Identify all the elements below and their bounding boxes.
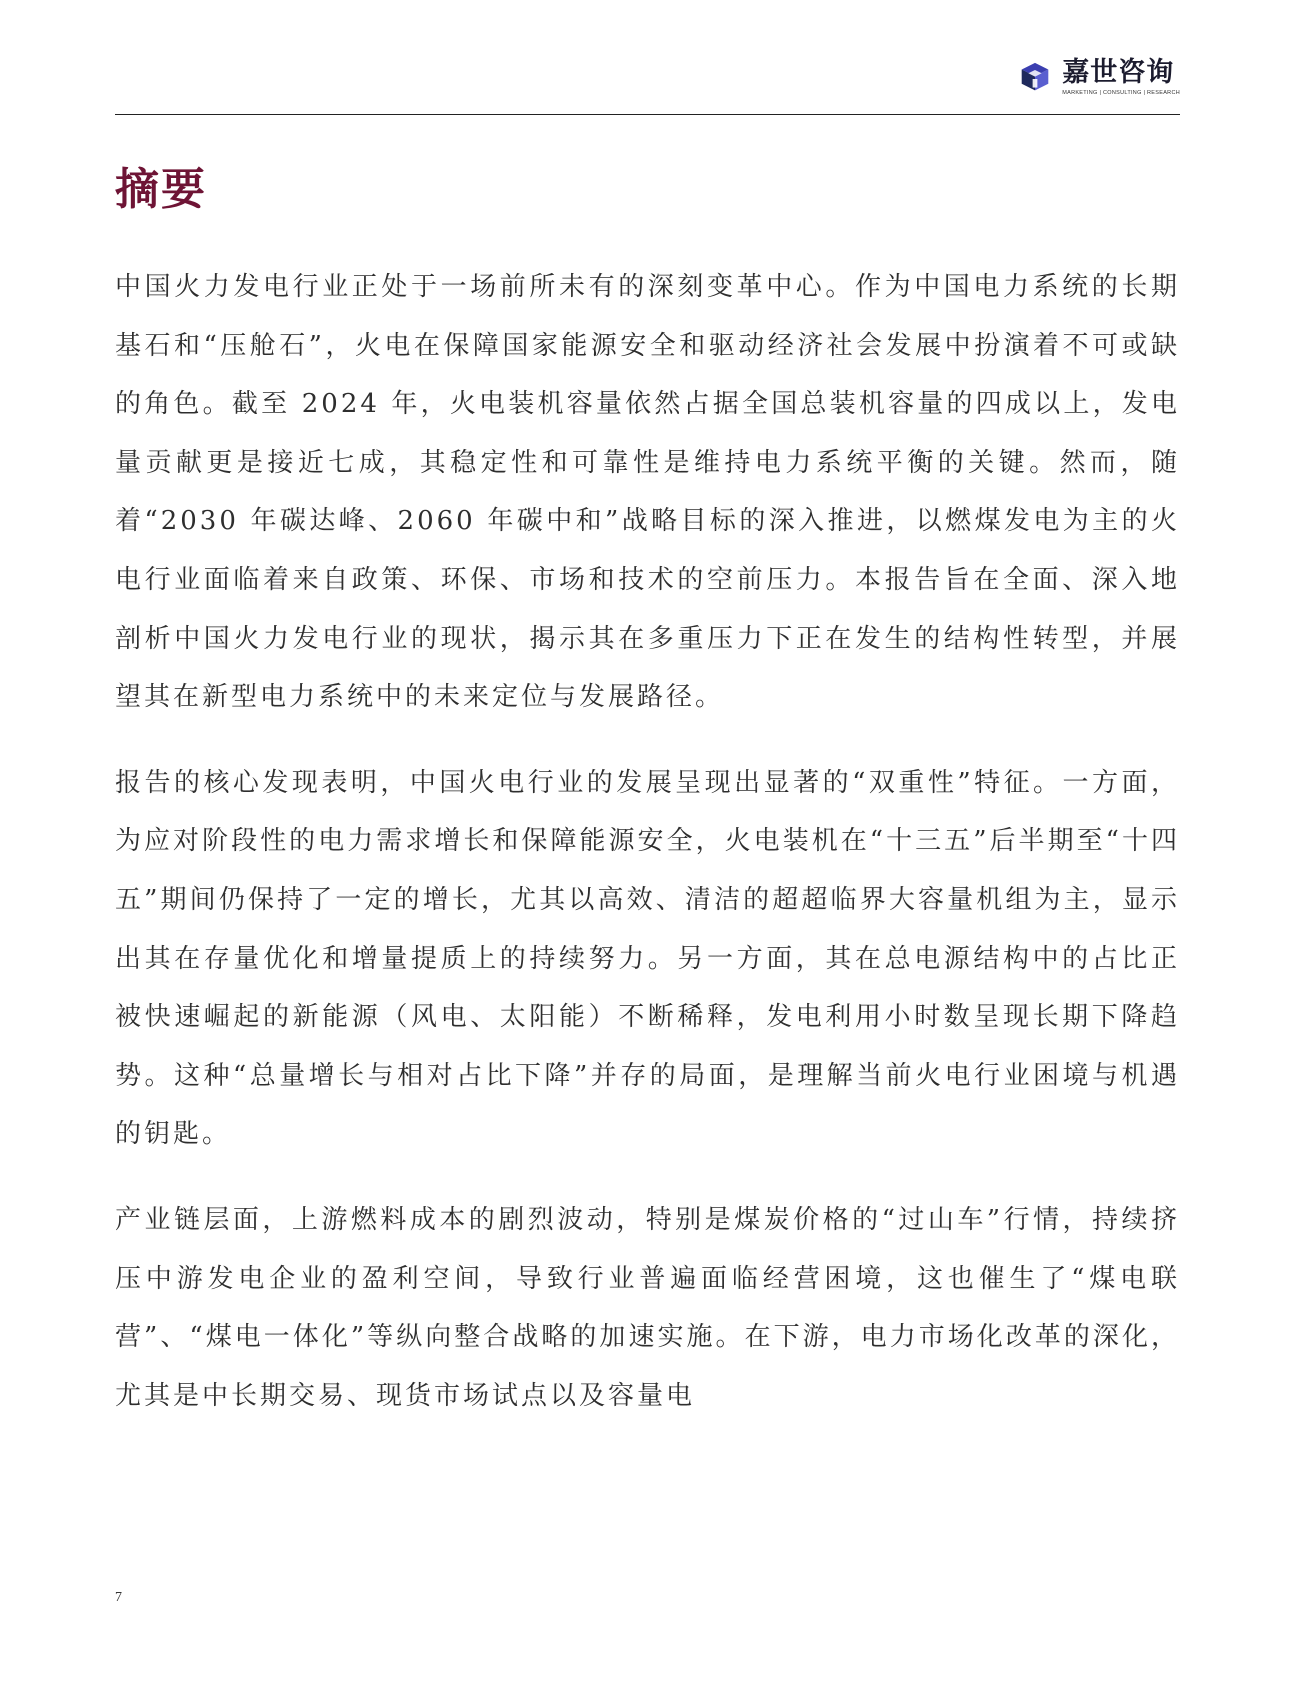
logo-tagline: MARKETING | CONSULTING | RESEARCH — [1062, 90, 1180, 96]
company-logo — [1016, 58, 1180, 98]
page-title: 摘要 — [115, 164, 207, 215]
paragraph-2: 报告的核心发现表明，中国火电行业的发展呈现出显著的“双重性”特征。一方面，为应对阶段性的电力需求增长和保障能源安全，火电装机在“十三五”后半期至“十四五”期间仍保持了一定的增长，尤其以高效、清洁的超超临界大容量机组为主，显示出其在存量优化和增量提质上的持续努力。另一方面，其在总电源结构中的占比正被快速崛起的新能源（风电、太阳能）不断稀释，发电利用小时数呈现长期下降趋势。这种“总量增长与相对占比下降”并存的局面，是理解当前火电行业困境与机遇的钥匙。 — [115, 767, 1180, 1150]
abstract-body — [115, 258, 1180, 1452]
page-number: 7 — [115, 1590, 122, 1605]
header-divider — [115, 114, 1180, 115]
page-header — [115, 52, 1180, 114]
paragraph-1: 中国火力发电行业正处于一场前所未有的深刻变革中心。作为中国电力系统的长期基石和“压舱石”，火电在保障国家能源安全和驱动经济社会发展中扮演着不可或缺的角色。截至 2024 年，火电装机容量依然占据全国总装机容量的四成以上，发电量贡献更是接近七成，其稳定性和可靠性是维持电力系统平衡的关键。然而，随着“2030 年碳达峰、2060 年碳中和”战略目标的深入推进，以燃煤发电为主的火电行业面临着来自政策、环保、市场和技术的空前压力。本报告旨在全面、深入地剖析中国火力发电行业的现状，揭示其在多重压力下正在发生的结构性转型，并展望其在新型电力系统中的未来定位与发展路径。 — [115, 272, 1180, 713]
logo-mark-icon — [1016, 60, 1054, 98]
logo-name: 嘉世咨询 — [1062, 57, 1175, 88]
paragraph-3: 产业链层面，上游燃料成本的剧烈波动，特别是煤炭价格的“过山车”行情，持续挤压中游发电企业的盈利空间，导致行业普遍面临经营困境，这也催生了“煤电联营”、“煤电一体化”等纵向整合战略的加速实施。在下游，电力市场化改革的深化，尤其是中长期交易、现货市场试点以及容量电 — [115, 1204, 1180, 1411]
